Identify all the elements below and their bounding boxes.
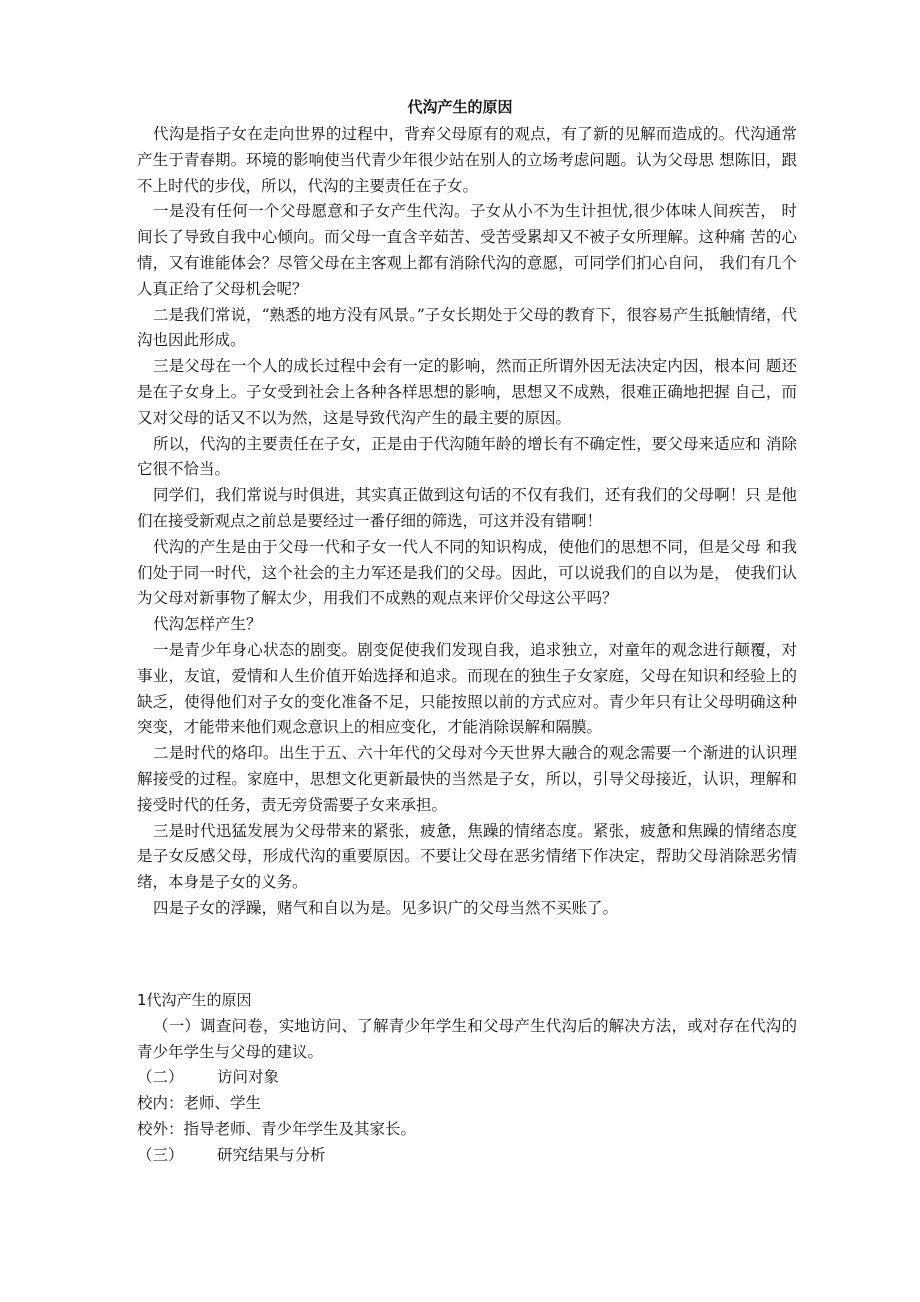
subheading-paragraph: 代沟怎样产生？ <box>153 615 262 634</box>
section-paragraph: （一）调查问卷，实地访问、了解青少年学生和父母产生代沟后的解决方法，或对存在代沟的青少年学生与父母的建议。 <box>137 1016 797 1061</box>
list-item: 校外：指导老师、青少年学生及其家长。 <box>137 1119 417 1138</box>
paragraph: 一是青少年身心状态的剧变。剧变促使我们发现自我，追求独立，对童年的观念进行颠覆，对事业，友谊，爱情和人生价值开始选择和追求。而现在的独生子女家庭，父母在知识和经验上的缺乏，使得他们对子女的变化准备不足，只能按照以前的方式应对。青少年只有让父母明确这种突变，才能带来他们观念意识上的相应变化，才能消除误解和隔膜。 <box>137 640 797 737</box>
paragraph: 四是子女的浮躁，赌气和自以为是。见多识广的父母当然不买账了。 <box>153 898 619 917</box>
subsection-label: 研究结果与分析 <box>217 1145 326 1164</box>
subsection-number: （二） <box>137 1068 184 1087</box>
list-item: 校内：老师、学生 <box>137 1094 262 1113</box>
paragraph: 二是我们常说，“熟悉的地方没有风景。”子女长期处于父母的教育下，很容易产生抵触情绪，代沟也因此形成。 <box>137 305 797 350</box>
document-title: 代沟产生的原因 <box>407 98 513 116</box>
subsection-label: 访问对象 <box>217 1068 280 1087</box>
paragraph: 二是时代的烙印。出生于五、六十年代的父母对今天世界大融合的观念需要一个渐进的认识理解接受的过程。家庭中，思想文化更新最快的当然是子女，所以，引导父母接近，认识，理解和接受时代的任务，责无旁贷需要子女来承担。 <box>137 744 797 814</box>
paragraph: 代沟的产生是由于父母一代和子女一代人不同的知识构成，使他们的思想不同，但是父母 和我们处于同一时代，这个社会的主力军还是我们的父母。因此，可以说我们的自以为是， 使我们认为父母对新事物了解太少，用我们不成熟的观点来评价父母这公平吗？ <box>137 537 797 608</box>
subsection-number: （三） <box>137 1145 184 1164</box>
paragraph: 同学们，我们常说与时俱进，其实真正做到这句话的不仅有我们，还有我们的父母啊！只 是他们在接受新观点之前总是要经过一番仔细的筛选，可这并没有错啊！ <box>137 486 797 530</box>
paragraph: 三是时代迅猛发展为父母带来的紧张，疲惫，焦躁的情绪态度。紧张，疲惫和焦躁的情绪态度是子女反感父母，形成代沟的重要原因。不要让父母在恶劣情绪下作决定，帮助父母消除恶劣情绪，本身是子女的义务。 <box>137 821 797 892</box>
section-heading: 1代沟产生的原因 <box>137 991 252 1009</box>
subsection-results <box>137 1143 797 1169</box>
subsection-interview-targets <box>137 1065 797 1091</box>
research-section <box>137 988 797 1169</box>
document-body <box>137 122 797 922</box>
paragraph: 代沟是指子女在走向世界的过程中，背弃父母原有的观点，有了新的见解而造成的。代沟通常产生于青春期。环境的影响使当代青少年很少站在别人的立场考虑问题。认为父母思 想陈旧，跟不上时代的步伐，所以，代沟的主要责任在子女。 <box>137 125 797 195</box>
paragraph: 一是没有任何一个父母愿意和子女产生代沟。子女从小不为生计担忧,很少体味人间疾苦， 时间长了导致自我中心倾向。而父母一直含辛茹苦、受苦受累却又不被子女所理解。这种痛 苦的心情，又有谁能体会？尽管父母在主客观上都有消除代沟的意愿，可同学们扪心自问， 我们有几个人真正给了父母机会呢？ <box>137 202 797 298</box>
paragraph: 所以，代沟的主要责任在子女，正是由于代沟随年龄的增长有不确定性，要父母来适应和 消除它很不恰当。 <box>137 434 797 479</box>
paragraph: 三是父母在一个人的成长过程中会有一定的影响，然而正所谓外因无法决定内因，根本问 题还是在子女身上。子女受到社会上各种各样思想的影响，思想又不成熟，很难正确地把握 自己，而又对父母的话又不以为然，这是导致代沟产生的最主要的原因。 <box>137 357 797 427</box>
